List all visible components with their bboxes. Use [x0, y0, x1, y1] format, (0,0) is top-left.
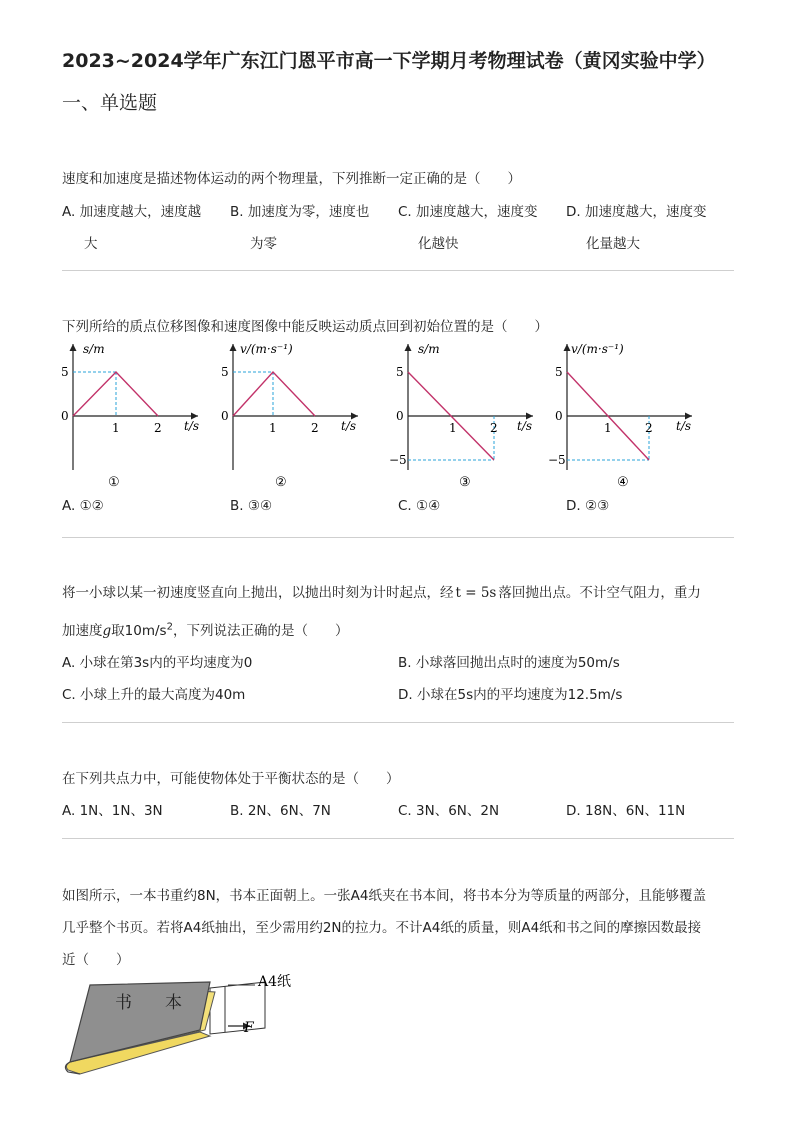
divider — [62, 838, 734, 839]
graph-number: ③ — [459, 475, 471, 490]
q1-option-c-line2: 化越快 — [418, 236, 459, 252]
q1-option-c-line1[interactable]: C. 加速度越大，速度变 — [398, 204, 538, 220]
q1-option-d-line2: 化量越大 — [586, 236, 640, 252]
graph-number: ② — [275, 475, 287, 490]
tick-1: 1 — [449, 421, 457, 435]
divider — [62, 537, 734, 538]
q4-option-b[interactable]: B. 2N、6N、7N — [230, 803, 331, 819]
book-title-char-1: 书 — [115, 993, 132, 1013]
tick-5: 5 — [396, 365, 404, 379]
book-title-char-2: 本 — [165, 993, 182, 1013]
divider — [62, 270, 734, 271]
q1-option-a-line2: 大 — [84, 236, 98, 252]
graph-xlabel: t/s — [341, 419, 357, 433]
graph-3 — [389, 338, 543, 493]
q5-stem-line3: 近（ ） — [62, 952, 130, 968]
q2-option-c[interactable]: C. ①④ — [398, 498, 441, 514]
a4-paper-label: A4纸 — [258, 974, 292, 990]
book-figure — [60, 970, 320, 1085]
graph-xlabel: t/s — [517, 419, 533, 433]
q3-option-b[interactable]: B. 小球落回抛出点时的速度为50m/s — [398, 655, 620, 671]
tick-1: 1 — [269, 421, 277, 435]
q3-option-d[interactable]: D. 小球在5s内的平均速度为12.5m/s — [398, 687, 623, 703]
section-heading: 一、单选题 — [62, 92, 158, 114]
graph-xlabel: t/s — [676, 419, 692, 433]
tick-5: 5 — [555, 365, 563, 379]
tick-neg5: −5 — [389, 453, 407, 467]
tick-2: 2 — [645, 421, 653, 435]
q2-option-d[interactable]: D. ②③ — [566, 498, 610, 514]
q1-option-d-line1[interactable]: D. 加速度越大，速度变 — [566, 204, 707, 220]
tick-1: 1 — [112, 421, 120, 435]
q3-stem-line1: 将一小球以某一初速度竖直向上抛出，以抛出时刻为计时起点，经 t = 5s 落回抛出点。不计空气阻力，重力 — [62, 585, 701, 601]
graph-ylabel: v/(m·s⁻¹) — [240, 342, 293, 356]
tick-2: 2 — [311, 421, 319, 435]
graph-1 — [58, 338, 208, 493]
graph-2 — [218, 338, 368, 493]
graph-number: ④ — [617, 475, 629, 490]
q3-option-c[interactable]: C. 小球上升的最大高度为40m — [62, 687, 246, 703]
tick-1: 1 — [604, 421, 612, 435]
tick-2: 2 — [490, 421, 498, 435]
tick-5: 5 — [61, 365, 69, 379]
q3-option-a[interactable]: A. 小球在第3s内的平均速度为0 — [62, 655, 253, 671]
graph-ylabel: s/m — [418, 342, 440, 356]
q2-stem: 下列所给的质点位移图像和速度图像中能反映运动质点回到初始位置的是（ ） — [62, 319, 548, 335]
q5-stem-line2: 几乎整个书页。若将A4纸抽出，至少需用约2N的拉力。不计A4纸的质量，则A4纸和书之间的摩擦因数最接 — [62, 920, 702, 936]
graph-number: ① — [108, 475, 120, 490]
q5-stem-line1: 如图所示，一本书重约8N，书本正面朝上。一张A4纸夹在书本间，将书本分为等质量的两部分，且能够覆盖 — [62, 888, 707, 904]
q3-stem-line2: 加速度g取$10m/s^2$，下列说法正确的是（ ） — [62, 621, 349, 639]
q4-option-c[interactable]: C. 3N、6N、2N — [398, 803, 500, 819]
tick-neg5: −5 — [548, 453, 566, 467]
tick-5: 5 — [221, 365, 229, 379]
graph-line — [233, 372, 315, 416]
tick-0: 0 — [555, 409, 563, 423]
tick-2: 2 — [154, 421, 162, 435]
tick-0: 0 — [221, 409, 229, 423]
graph-4 — [548, 338, 702, 493]
tick-0: 0 — [61, 409, 69, 423]
q1-option-b-line2: 为零 — [250, 236, 277, 252]
page-title: 2023~2024学年广东江门恩平市高一下学期月考物理试卷（黄冈实验中学） — [62, 50, 716, 72]
q2-option-a[interactable]: A. ①② — [62, 498, 104, 514]
graph-xlabel: t/s — [184, 419, 200, 433]
q2-option-b[interactable]: B. ③④ — [230, 498, 273, 514]
q3-time-expression: t = 5s — [455, 585, 497, 601]
q1-stem: 速度和加速度是描述物体运动的两个物理量，下列推断一定正确的是（ ） — [62, 171, 521, 187]
q4-option-a[interactable]: A. 1N、1N、3N — [62, 803, 163, 819]
graph-ylabel: v/(m·s⁻¹) — [571, 342, 624, 356]
graph-ylabel: s/m — [83, 342, 105, 356]
divider — [62, 722, 734, 723]
q1-option-a-line1[interactable]: A. 加速度越大，速度越 — [62, 204, 202, 220]
force-label: F — [244, 1020, 254, 1036]
tick-0: 0 — [396, 409, 404, 423]
q4-option-d[interactable]: D. 18N、6N、11N — [566, 803, 686, 819]
q1-option-b-line1[interactable]: B. 加速度为零，速度也 — [230, 204, 370, 220]
q4-stem: 在下列共点力中，可能使物体处于平衡状态的是（ ） — [62, 771, 400, 787]
